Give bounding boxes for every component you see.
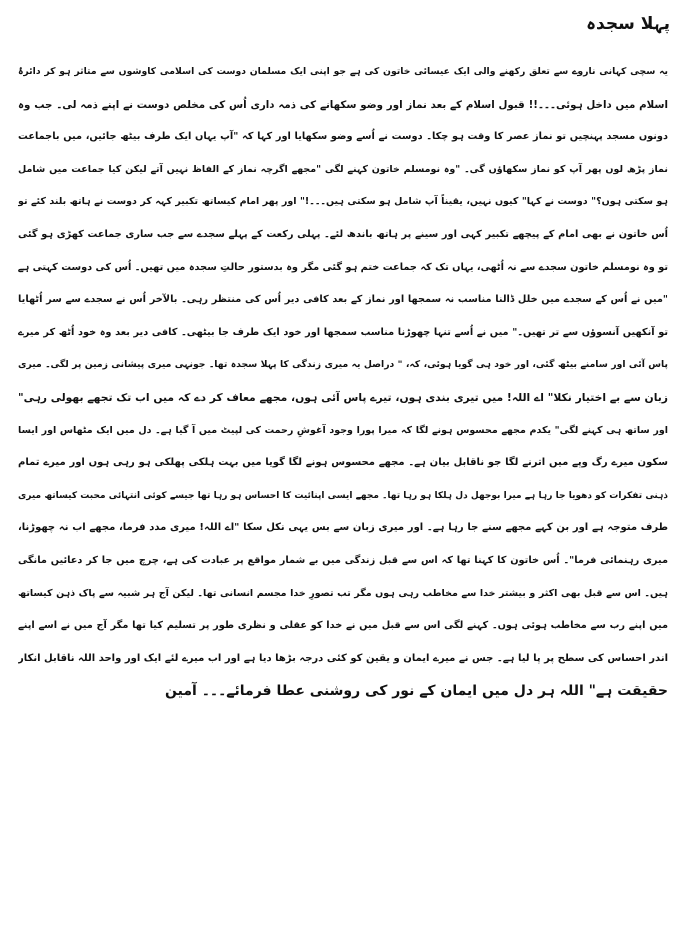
text-line: اسلام میں داخل ہوئی۔۔۔!! قبول اسلام کے بعد نماز اور وضو سکھانے کی ذمہ داری اُس کی مخلص دوست نے اپنے ذمہ لی۔ جب وہ [18, 98, 668, 111]
text-line: تو وہ نومسلم خاتون سجدے سے نہ اُٹھی، یہاں تک کہ جماعت ختم ہو گئی مگر وہ بدستور حالتِ سجدہ میں تھیں۔ اُس کی دوست کہتی ہے [18, 261, 668, 273]
text-line: اور ساتھ ہی کہنے لگی" یکدم مجھے محسوس ہونے لگا کہ میرا پورا وجود آغوشِ رحمت کی لپیٹ میں آ گیا ہے۔ دل میں ایک مٹھاس اور ایسا [18, 424, 668, 436]
text-line: اُس خاتون نے بھی امام کے پیچھے تکبیر کہی اور سینے پر ہاتھ باندھ لئے۔ پہلی رکعت کے پہلے سجدے سے جب ساری جماعت کھڑی ہو گئی [18, 228, 668, 240]
text-line: نماز پڑھ لوں پھر آپ کو نماز سکھاؤں گی۔ "وہ نومسلم خاتون کہنے لگی "مجھے اگرچہ نماز کے الفاظ نہیں آتے لیکن کیا جماعت میں شامل [18, 163, 668, 175]
text-line: ہیں۔ اس سے قبل بھی اکثر و بیشتر خدا سے مخاطب رہی ہوں مگر تب تصورِ خدا مجسم انسانی تھا۔ لیکن آج ہر شبیہ سے پاک ذہن کیساتھ [18, 587, 668, 599]
text-line: تو آنکھیں آنسوؤں سے تر تھیں۔" میں نے اُسے تنہا چھوڑنا مناسب سمجھا اور خود ایک طرف جا بیٹھی۔ کافی دیر بعد وہ خود اُٹھ کر میرے [18, 326, 668, 338]
page-title: پہلا سجدہ [586, 14, 670, 34]
text-line: ذہنی تفکرات کو دھویا جا رہا ہے میرا بوجھل دل ہلکا ہو رہا تھا۔ مجھے ایسی اپنائیت کا احساس ہو رہا تھا جیسے کوئی انتہائی محبت کیساتھ میری [18, 490, 668, 501]
text-line: طرف متوجہ ہے اور بن کہے مجھے سنے جا رہا ہے۔ اور میری زبان سے بس یہی نکل سکا "اے اللہ! میری مدد فرما، مجھے اب نہ چھوڑنا، [18, 522, 668, 534]
text-line: دونوں مسجد پہنچیں تو نماز عصر کا وقت ہو چکا۔ دوست نے اُسے وضو سکھایا اور کہا کہ "آپ یہاں ایک طرف بیٹھ جائیں، میں باجماعت [18, 131, 668, 143]
text-line: یہ سچی کہانی ناروے سے تعلق رکھنے والی ایک عیسائی خاتون کی ہے جو اپنی ایک مسلمان دوست کی اسلامی کاوشوں سے متاثر ہو کر دائرۂ [18, 66, 668, 77]
text-line: میں اپنے رب سے مخاطب ہوئی ہوں۔ کہنے لگی اس سے قبل میں نے خدا کو عقلی و نظری طور پر تسلیم کیا تھا مگر آج میں نے اسے اپنے [18, 620, 668, 632]
text-line: زبان سے بے اختیار نکلا" اے اللہ! میں تیری بندی ہوں، تیرے پاس آئی ہوں، مجھے معاف کر دے کہ میں اب تک تجھے بھولی رہی" [18, 390, 668, 404]
text-line: پاس آئی اور سامنے بیٹھ گئی، اور خود ہی گویا ہوئی، کہ، " دراصل یہ میری زندگی کا پہلا سجدہ تھا۔ جونہی میری پیشانی زمین پر لگی۔ میری [18, 359, 668, 371]
article-body [18, 56, 668, 708]
text-line: "میں نے اُس کے سجدے میں خلل ڈالنا مناسب نہ سمجھا اور نماز کے بعد کافی دیر اُس کی منتظر رہی۔ بالآخر اُس نے سجدے سے سر اُٹھایا [18, 294, 668, 306]
text-line: ہو سکتی ہوں؟" دوست نے کہا" کیوں نہیں، یقیناً آپ شامل ہو سکتی ہیں۔۔۔!" اور پھر امام کیساتھ تکبیر کہہ کر دوست نے ہاتھ بلند کئے تو [18, 196, 668, 208]
text-line: میری رہنمائی فرما"۔ اُس خاتون کا کہنا تھا کہ اس سے قبل زندگی میں بے شمار مواقع پر عبادت کی ہے، چرچ میں جا کر دعائیں مانگی [18, 554, 668, 566]
text-line: سکون میرے رگ وپے میں اترنے لگا جو ناقابل بیان ہے۔ مجھے محسوس ہونے لگا گویا میں بہت ہلکی پھلکی ہو رہی ہوں اور میرے تمام [18, 457, 668, 469]
text-line: حقیقت ہے" اللہ ہر دل میں ایمان کے نور کی روشنی عطا فرمائے۔۔۔ آمین [165, 683, 668, 700]
text-line: اندر احساس کی سطح پر پا لیا ہے۔ جس نے میرے ایمان و یقین کو کئی درجہ بڑھا دیا ہے اور اب میرے لئے ایک اور واحد اللہ ناقابل انکار [18, 652, 668, 664]
